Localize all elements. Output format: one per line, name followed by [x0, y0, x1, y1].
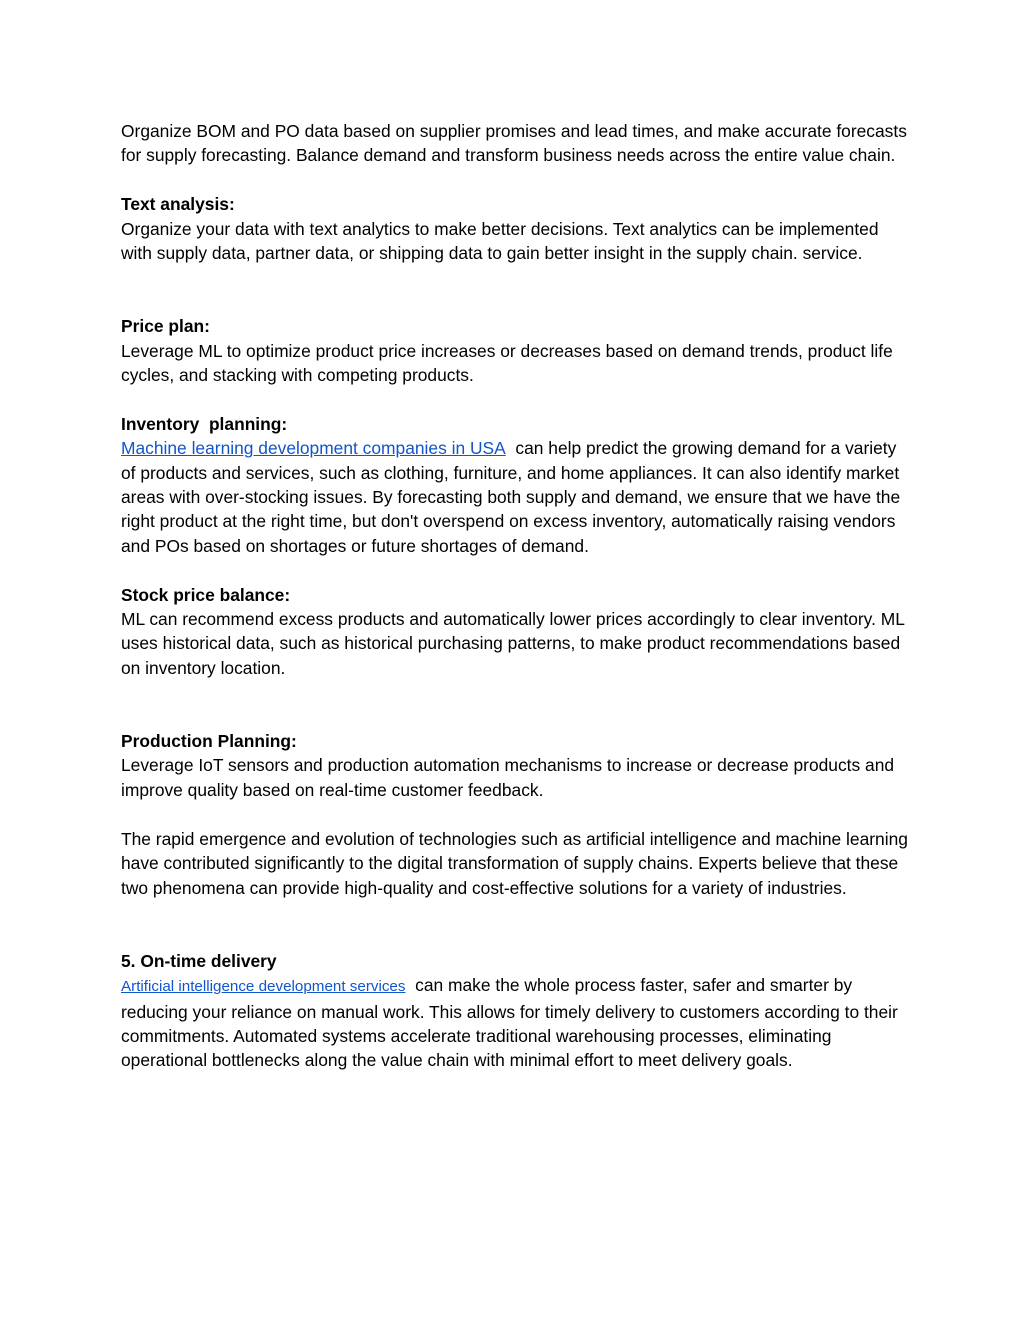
inventory-planning-paragraph [121, 436, 911, 558]
spacer [121, 558, 911, 582]
stock-price-balance-paragraph: ML can recommend excess products and automatically lower prices accordingly to clear inventory. ML uses historical data, such as historical purchasing patterns, to make product recommendations based on inventory location. [121, 609, 905, 678]
on-time-delivery-paragraph [121, 973, 911, 1073]
text-analysis-paragraph: Organize your data with text analytics to make better decisions. Text analytics can be implemented with supply data, partner data, or shipping data to gain better insight in the supply chain. service. [121, 218, 879, 264]
spacer [121, 680, 911, 729]
production-planning-paragraph: Leverage IoT sensors and production automation mechanisms to increase or decrease products and improve quality based on real-time customer feedback. [121, 755, 895, 800]
ml-development-companies-link[interactable]: Machine learning development companies in USA [121, 438, 506, 459]
text-analysis-heading: Text analysis: [121, 194, 235, 215]
ai-development-services-link[interactable]: Artificial intelligence development services [121, 978, 406, 996]
spacer [121, 802, 911, 826]
intro-paragraph: Organize BOM and PO data based on supplier promises and lead times, and make accurate forecasts for supply forecasting. Balance demand and transform business needs across the entire value chain. [121, 121, 907, 166]
price-plan-heading: Price plan: [121, 316, 210, 337]
on-time-delivery-heading: 5. On-time delivery [121, 950, 277, 971]
production-planning-heading: Production Planning: [121, 731, 297, 752]
inventory-planning-text: can help predict the growing demand for a variety of products and services, such as clothing, furniture, and home appliances. It can also identify market areas with over-stocking issues. By forecasting both supply and demand, we ensure that we have the right product at the right time, but don't overspend on excess inventory, automatically raising vendors and POs based on shortages or future shortages of demand. [121, 438, 901, 556]
price-plan-paragraph: Leverage ML to optimize product price increases or decreases based on demand trends, product life cycles, and stacking with competing products. [121, 340, 893, 386]
on-time-delivery-text: can make the whole process faster, safer and smarter by reducing your reliance on manual work. This allows for timely delivery to customers according to their commitments. Automated systems accelerate traditional warehousing processes, eliminating operational bottlenecks along the value chain with minimal effort to meet delivery goals. [121, 975, 898, 1071]
spacer [121, 900, 911, 949]
spacer [121, 168, 911, 192]
document-page [121, 119, 911, 1073]
stock-price-balance-heading: Stock price balance: [121, 584, 291, 605]
conclusion-paragraph: The rapid emergence and evolution of technologies such as artificial intelligence and machine learning have contributed significantly to the digital transformation of supply chains. Experts believe that these two phenomena can provide high-quality and cost-effective solutions for a variety of industries. [121, 828, 908, 898]
spacer [121, 387, 911, 411]
spacer [121, 265, 911, 314]
inventory-planning-heading: Inventory planning: [121, 413, 288, 434]
